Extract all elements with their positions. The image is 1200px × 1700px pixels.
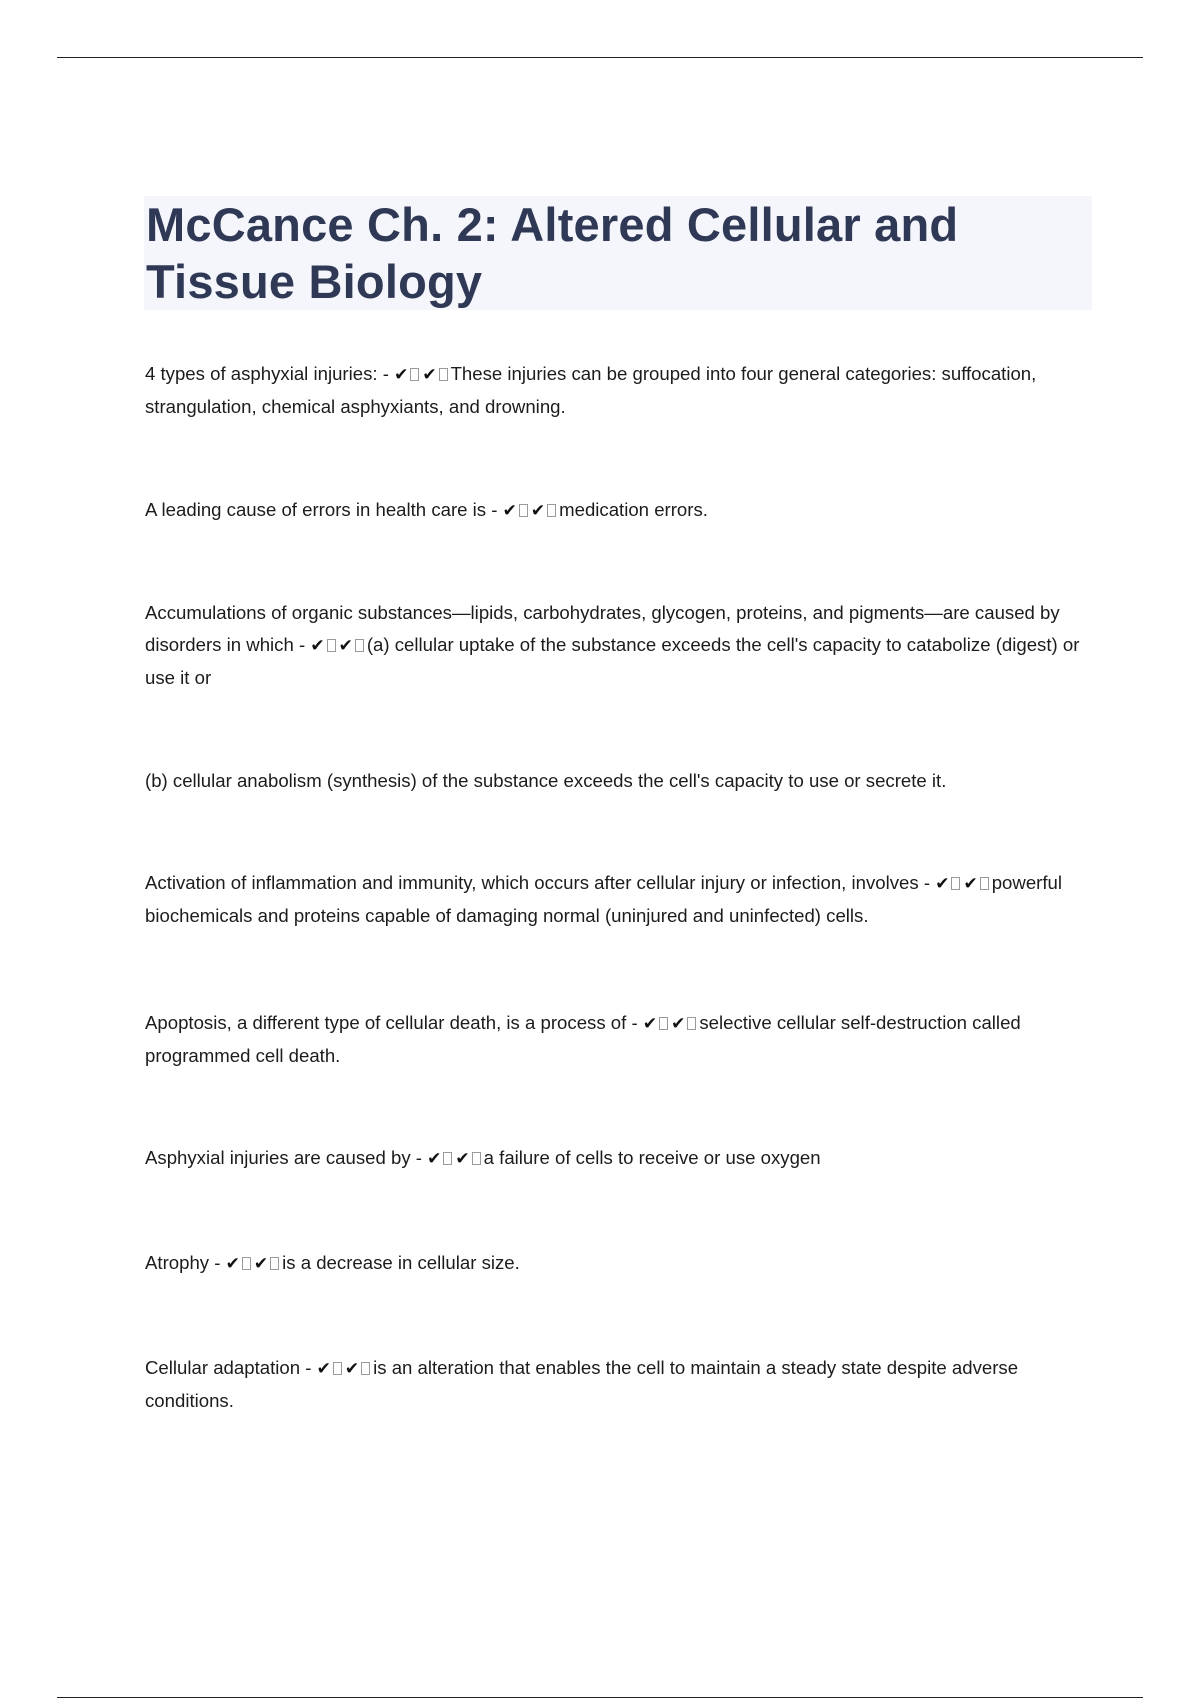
title-banner — [144, 196, 1092, 310]
missing-glyph-icon — [242, 1257, 251, 1270]
missing-glyph-icon — [270, 1257, 279, 1270]
missing-glyph-icon — [659, 1017, 668, 1030]
check-mark-icon: ✔ — [394, 365, 409, 385]
check-mark-icon: ✔ — [427, 1149, 442, 1169]
check-mark-icon: ✔ — [963, 874, 978, 894]
entry-term: Asphyxial injuries are caused by - — [145, 1147, 422, 1168]
entry-answer: (b) cellular anabolism (synthesis) of the substance exceeds the cell's capacity to use or secrete it. — [145, 770, 947, 791]
check-mark-icon: ✔ — [671, 1014, 686, 1034]
check-mark-icon: ✔ — [935, 874, 950, 894]
entry-term: Activation of inflammation and immunity, which occurs after cellular injury or infection, involves - — [145, 872, 931, 893]
flashcard-entry — [145, 1352, 1090, 1417]
check-mark-icon: ✔ — [316, 1359, 331, 1379]
missing-glyph-icon — [333, 1362, 342, 1375]
entry-term: 4 types of asphyxial injuries: - — [145, 363, 389, 384]
entry-term: Apoptosis, a different type of cellular death, is a process of - — [145, 1012, 638, 1033]
check-mark-icon: ✔ — [338, 636, 353, 656]
entry-answer: medication errors. — [559, 499, 708, 520]
entry-answer: These injuries can be grouped into four general categories: suffocation, strangulation, chemical asphyxiants, and drowning. — [145, 363, 1037, 417]
flashcard-entry — [145, 1247, 1090, 1280]
top-rule — [57, 57, 1143, 58]
missing-glyph-icon — [410, 368, 419, 381]
entry-answer: is an alteration that enables the cell to maintain a steady state despite adverse conditions. — [145, 1357, 1019, 1411]
missing-glyph-icon — [687, 1017, 696, 1030]
missing-glyph-icon — [547, 504, 556, 517]
entry-term: Accumulations of organic substances—lipids, carbohydrates, glycogen, proteins, and pigments—are caused by disorders in which - — [145, 602, 1060, 655]
entry-term: A leading cause of errors in health care is - — [145, 499, 498, 520]
entry-answer: (a) cellular uptake of the substance exceeds the cell's capacity to catabolize (digest) or use it or — [145, 634, 1080, 688]
flashcard-entry — [145, 597, 1090, 694]
page-title: McCance Ch. 2: Altered Cellular and Tissue Biology — [146, 198, 959, 308]
check-mark-icon: ✔ — [225, 1254, 240, 1274]
entry-answer: powerful biochemicals and proteins capable of damaging normal (uninjured and uninfected) cells. — [145, 872, 1062, 926]
flashcard-entry — [145, 1007, 1090, 1072]
missing-glyph-icon — [951, 877, 960, 890]
missing-glyph-icon — [355, 639, 364, 652]
check-mark-icon: ✔ — [455, 1149, 470, 1169]
missing-glyph-icon — [980, 877, 989, 890]
entry-term: Cellular adaptation - — [145, 1357, 312, 1378]
missing-glyph-icon — [519, 504, 528, 517]
missing-glyph-icon — [472, 1152, 481, 1165]
entry-term: Atrophy - — [145, 1252, 221, 1273]
entry-answer: is a decrease in cellular size. — [282, 1252, 520, 1273]
check-mark-icon: ✔ — [530, 501, 546, 521]
check-mark-icon: ✔ — [422, 365, 437, 385]
check-mark-icon: ✔ — [310, 636, 325, 656]
flashcard-entry — [145, 494, 1090, 527]
flashcard-entry — [145, 1142, 1090, 1175]
check-mark-icon: ✔ — [253, 1254, 269, 1274]
flashcard-entry-continuation — [145, 765, 1090, 797]
entry-answer: a failure of cells to receive or use oxygen — [483, 1147, 821, 1168]
check-mark-icon: ✔ — [344, 1359, 360, 1379]
missing-glyph-icon — [439, 368, 448, 381]
flashcard-entry — [145, 867, 1090, 932]
missing-glyph-icon — [327, 639, 336, 652]
entry-answer: selective cellular self-destruction called programmed cell death. — [145, 1012, 1021, 1066]
check-mark-icon: ✔ — [642, 1014, 658, 1034]
missing-glyph-icon — [443, 1152, 452, 1165]
missing-glyph-icon — [361, 1362, 370, 1375]
check-mark-icon: ✔ — [502, 501, 517, 521]
flashcard-entry — [145, 358, 1090, 423]
bottom-rule — [57, 1697, 1143, 1698]
